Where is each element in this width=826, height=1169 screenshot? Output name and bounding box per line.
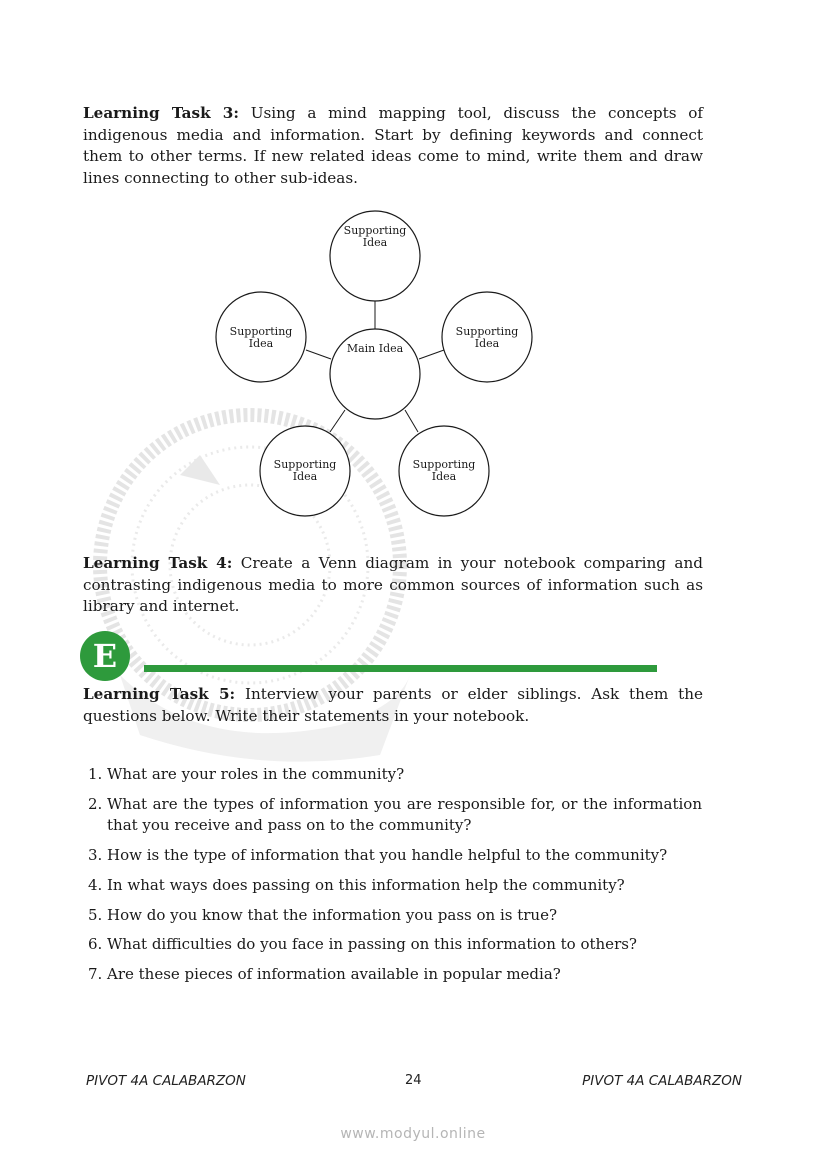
- question-text: In what ways does passing on this information help the community?: [107, 875, 625, 894]
- question-number: 7.: [88, 965, 103, 984]
- watermark-text: www.modyul.online: [340, 1126, 486, 1142]
- learning-task-3: [83, 103, 703, 189]
- list-item: [88, 964, 702, 986]
- section-divider-bar: [144, 665, 657, 672]
- node-top-line1: Supporting: [343, 224, 407, 237]
- node-right-line2: Idea: [474, 337, 500, 350]
- question-text: What difficulties do you face in passing on this information to others?: [107, 935, 637, 954]
- node-bottom-left-line2: Idea: [292, 470, 318, 483]
- connector-right: [419, 350, 444, 359]
- task4-label: Learning Task 4:: [83, 554, 233, 572]
- learning-task-5: [83, 684, 703, 727]
- question-number: 4.: [88, 875, 103, 894]
- list-item: [88, 875, 702, 897]
- node-bottom-right-line1: Supporting: [412, 458, 476, 471]
- question-text: What are your roles in the community?: [107, 765, 405, 783]
- question-number: 6.: [88, 935, 103, 954]
- task3-label: Learning Task 3:: [83, 104, 239, 122]
- list-item: [88, 794, 702, 837]
- node-right-line1: Supporting: [455, 325, 519, 338]
- connector-bottom-left: [330, 410, 345, 432]
- node-left-line2: Idea: [248, 337, 274, 350]
- connector-bottom-right: [405, 410, 418, 432]
- task5-label: Learning Task 5:: [83, 685, 236, 703]
- section-e-badge: E: [80, 631, 130, 681]
- learning-task-4: [83, 553, 703, 618]
- node-bottom-right-line2: Idea: [431, 470, 457, 483]
- connector-left: [306, 350, 331, 359]
- question-list: [88, 764, 702, 994]
- page-number: 24: [405, 1073, 422, 1088]
- list-item: [88, 845, 702, 867]
- question-number: 2.: [88, 794, 103, 813]
- question-text: What are the types of information you are responsible for, or the information that you receive and pass on to the community?: [107, 794, 702, 835]
- question-text: How is the type of information that you handle helpful to the community?: [107, 846, 668, 865]
- question-number: 1.: [88, 765, 103, 783]
- footer-right: PIVOT 4A CALABARZON: [582, 1073, 742, 1089]
- question-number: 3.: [88, 846, 103, 865]
- node-left-line1: Supporting: [229, 325, 293, 338]
- list-item: [88, 934, 702, 956]
- list-item: [88, 764, 702, 786]
- node-top-line2: Idea: [362, 236, 388, 249]
- question-number: 5.: [88, 905, 103, 924]
- main-idea-label: Main Idea: [346, 342, 404, 355]
- question-text: Are these pieces of information available in popular media?: [107, 965, 561, 984]
- node-bottom-left-line1: Supporting: [273, 458, 337, 471]
- question-text: How do you know that the information you pass on is true?: [107, 905, 558, 924]
- list-item: [88, 905, 702, 927]
- footer-left: PIVOT 4A CALABARZON: [86, 1073, 246, 1089]
- task3-text: Using a mind mapping tool, discuss the concepts of indigenous media and information. Start by defining keywords and connect them to other terms. If new related ideas come to mind, write them and draw lines connecting to other sub-ideas.: [83, 104, 703, 187]
- mind-map-diagram: [200, 205, 550, 525]
- task4-text: Create a Venn diagram in your notebook comparing and contrasting indigenous media to more common sources of information such as library and internet.: [83, 554, 703, 615]
- task5-text: Interview your parents or elder siblings. Ask them the questions below. Write their statements in your notebook.: [83, 685, 703, 725]
